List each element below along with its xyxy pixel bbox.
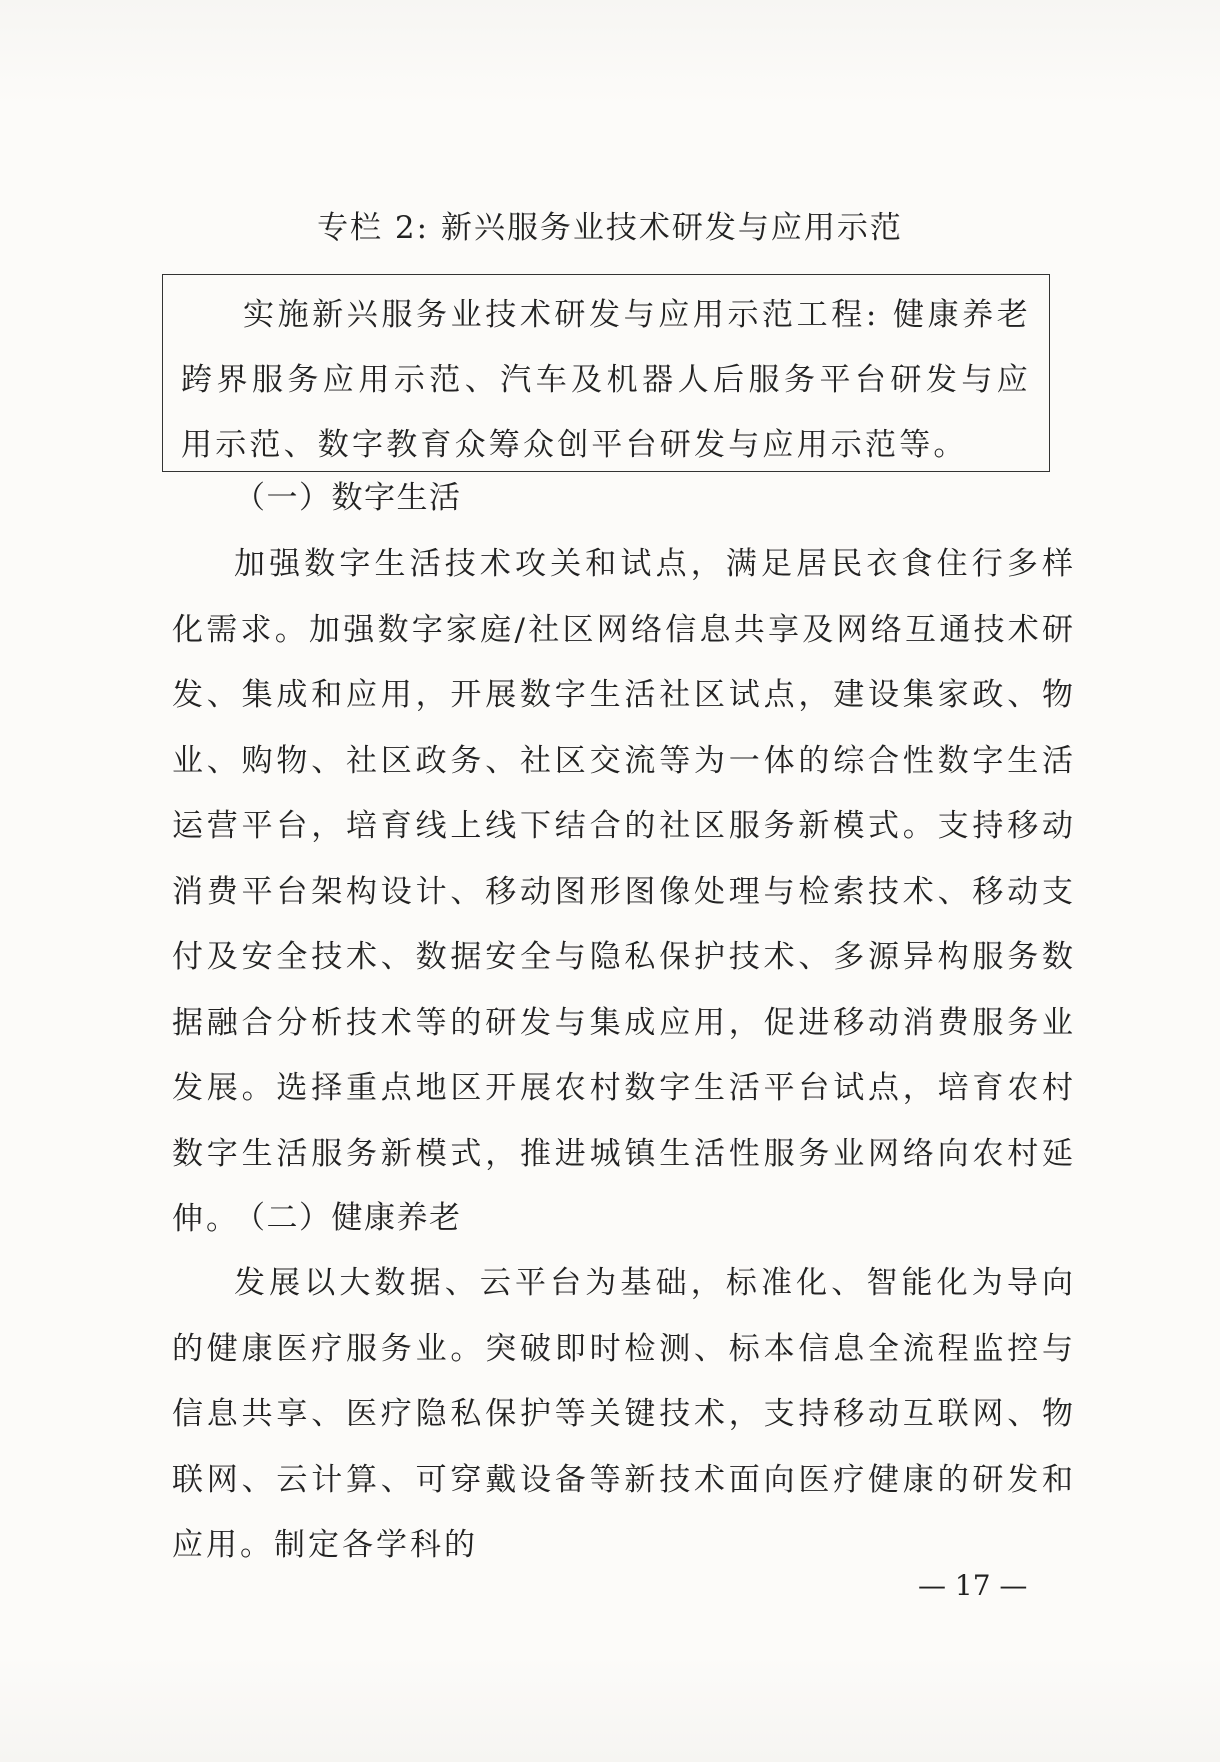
page-number: — 17 — — [918, 1569, 1028, 1602]
section-heading-digital-life: （一）数字生活 — [234, 480, 462, 516]
paragraph-digital-life: 加强数字生活技术攻关和试点，满足居民衣食住行多样化需求。加强数字家庭/社区网络信息共享及网络互通技术研发、集成和应用，开展数字生活社区试点，建设集家政、物业、购物、社区政务、社区交流等为一体的综合性数字生活运营平台，培育线上线下结合的社区服务新模式。支持移动消费平台架构设计、移动图形图像处理与检索技术、移动支付及安全技术、数据安全与隐私保护技术、多源异构服务数据融合分析技术等的研发与集成应用，促进移动消费服务业发展。选择重点地区开展农村数字生活平台试点，培育农村数字生活服务新模式，推进城镇生活性服务业网络向农村延伸。 — [172, 546, 1076, 1237]
paragraph-health-elderly-care: 发展以大数据、云平台为基础，标准化、智能化为导向的健康医疗服务业。突破即时检测、标本信息全流程监控与信息共享、医疗隐私保护等关键技术，支持移动互联网、物联网、云计算、可穿戴设备等新技术面向医疗健康的研发和应用。制定各学科的 — [172, 1265, 1076, 1563]
column-box — [162, 274, 1050, 472]
column-box-text: 实施新兴服务业技术研发与应用示范工程: 健康养老跨界服务应用示范、汽车及机器人后服务平台研发与应用示范、数字教育众筹众创平台研发与应用示范等。 — [181, 297, 1031, 463]
column-title: 专栏 2: 新兴服务业技术研发与应用示范 — [317, 210, 903, 246]
section-heading-health-elderly-care: （二）健康养老 — [234, 1200, 462, 1236]
